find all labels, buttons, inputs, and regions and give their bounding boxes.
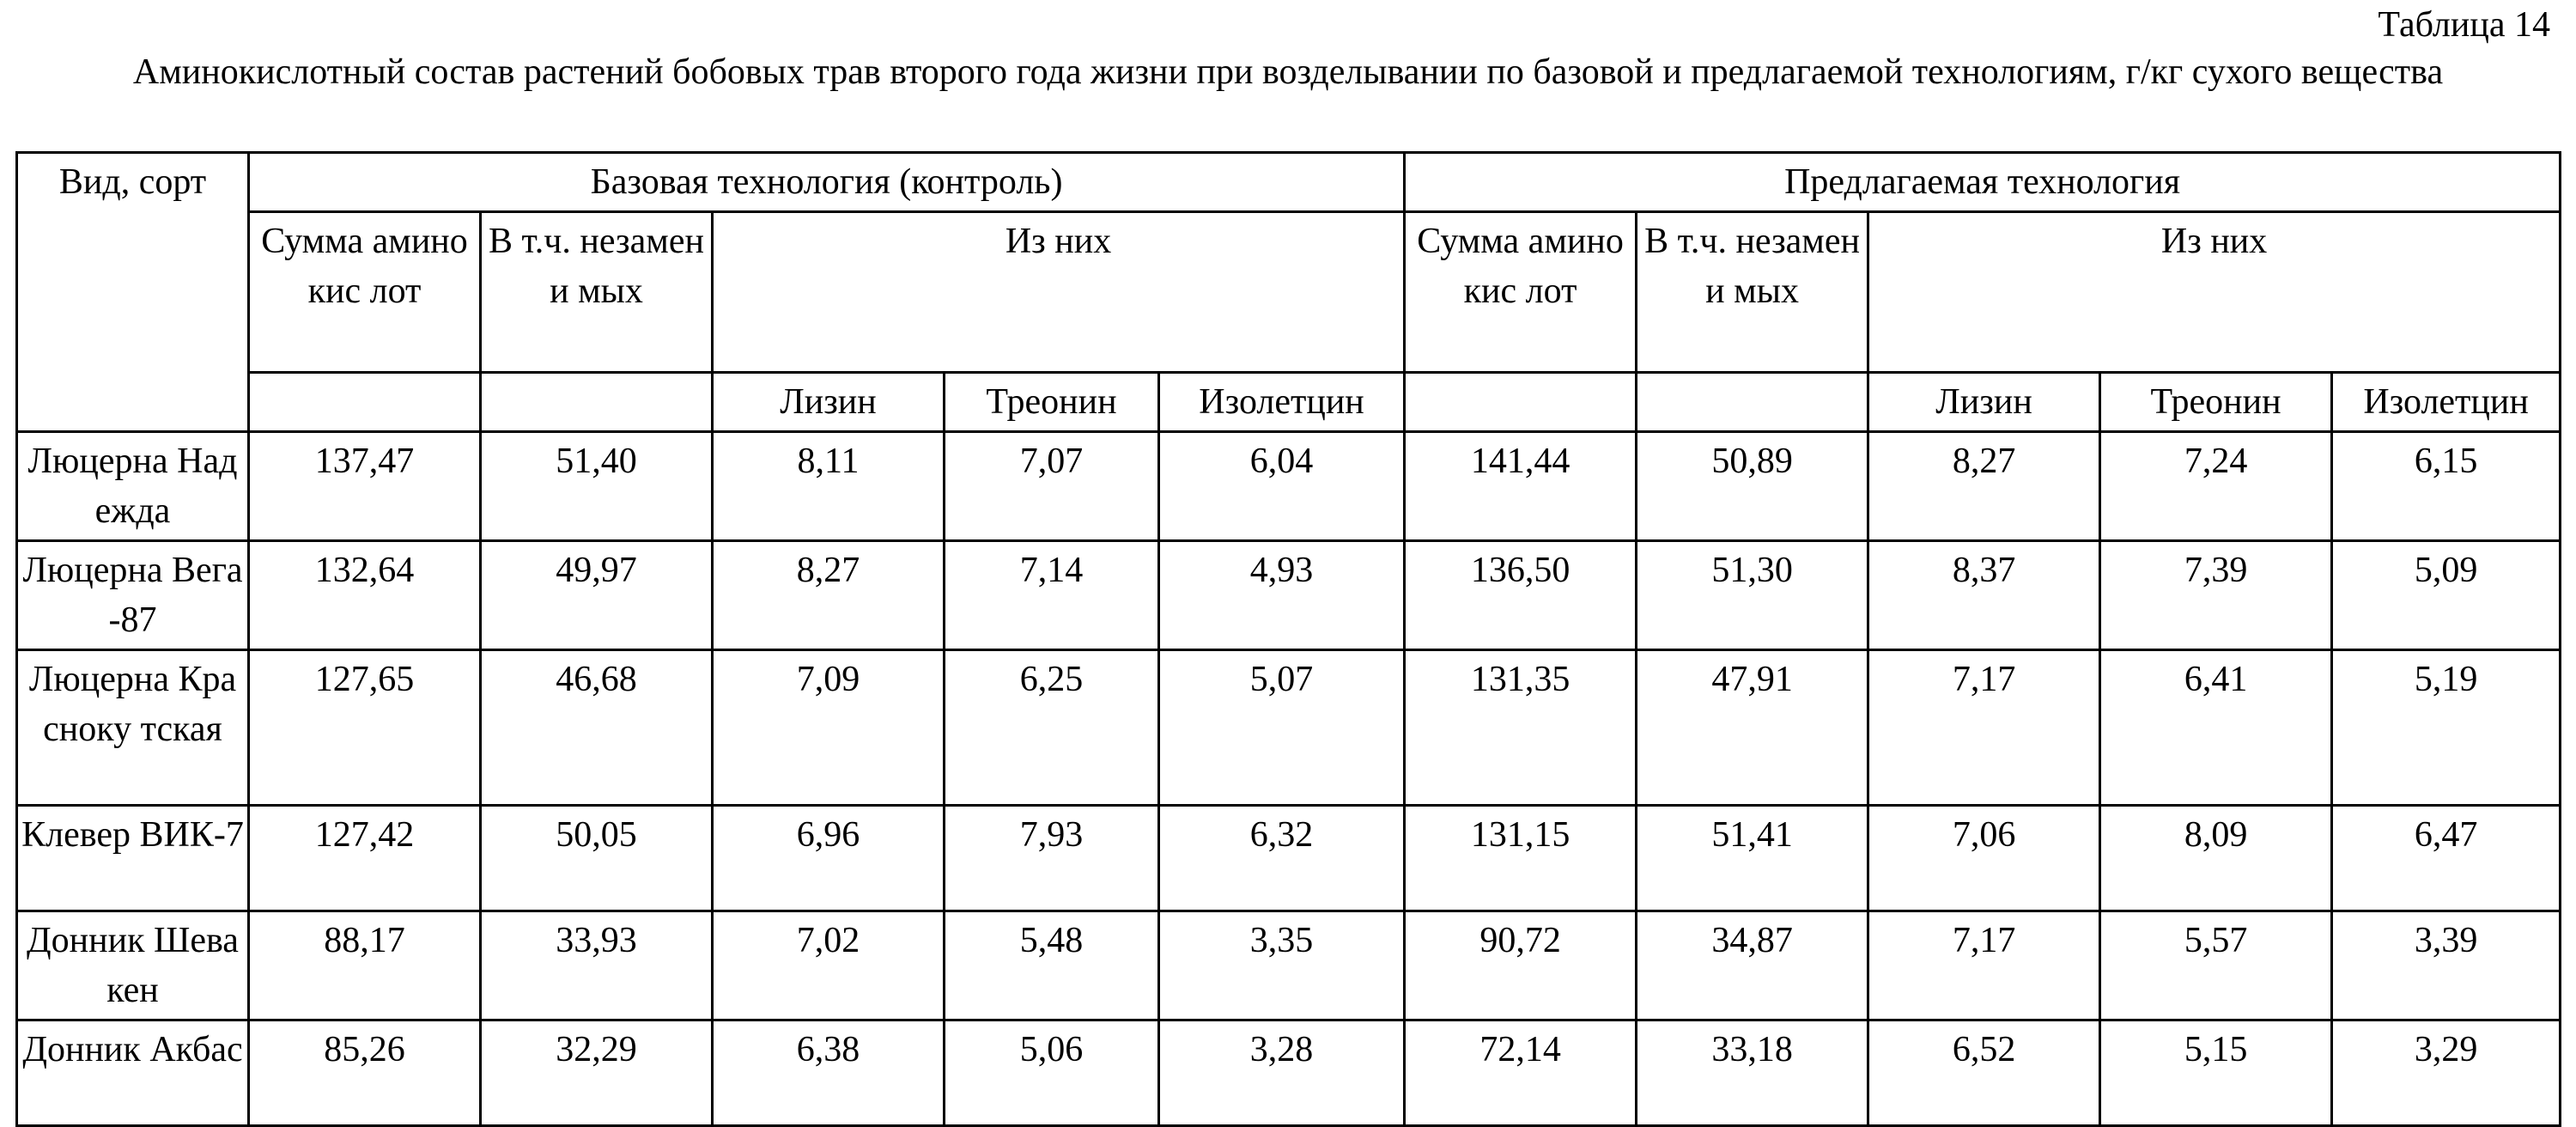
cell-proposed-lysine: 7,17 — [1868, 650, 2100, 806]
cell-proposed-threonine: 6,41 — [2100, 650, 2332, 806]
cell-base-essential: 46,68 — [481, 650, 713, 806]
header-proposed-of-them: Из них — [1868, 212, 2561, 373]
header-proposed-sum: Сумма аминокис лот — [1405, 212, 1637, 373]
cell-proposed-essential: 51,41 — [1637, 806, 1868, 911]
header-base-technology: Базовая технология (контроль) — [249, 153, 1405, 212]
cell-proposed-isoleucine: 5,09 — [2332, 541, 2561, 650]
cell-proposed-sum: 141,44 — [1405, 432, 1637, 541]
cell-base-essential: 50,05 — [481, 806, 713, 911]
cell-base-sum: 85,26 — [249, 1020, 481, 1126]
header-proposed-technology: Предлагаемая технология — [1405, 153, 2561, 212]
cell-base-threonine: 7,93 — [945, 806, 1159, 911]
header-row-technology — [17, 153, 2561, 212]
row-species: Люцерна Красноку тская — [17, 650, 249, 806]
cell-proposed-essential: 34,87 — [1637, 911, 1868, 1020]
header-proposed-isoleucine: Изолетцин — [2332, 373, 2561, 432]
header-base-essential: В т.ч. незамени мых — [481, 212, 713, 373]
cell-base-lysine: 8,27 — [713, 541, 945, 650]
cell-base-threonine: 7,07 — [945, 432, 1159, 541]
cell-base-essential: 33,93 — [481, 911, 713, 1020]
cell-proposed-essential: 47,91 — [1637, 650, 1868, 806]
cell-proposed-lysine: 8,37 — [1868, 541, 2100, 650]
table-row — [17, 541, 2561, 650]
table-row — [17, 1020, 2561, 1126]
cell-proposed-lysine: 7,17 — [1868, 911, 2100, 1020]
cell-base-sum: 127,65 — [249, 650, 481, 806]
cell-proposed-isoleucine: 6,15 — [2332, 432, 2561, 541]
header-proposed-sum-blank — [1405, 373, 1637, 432]
cell-base-threonine: 5,06 — [945, 1020, 1159, 1126]
cell-proposed-lysine: 6,52 — [1868, 1020, 2100, 1126]
cell-base-essential: 32,29 — [481, 1020, 713, 1126]
header-base-isoleucine: Изолетцин — [1159, 373, 1405, 432]
cell-proposed-isoleucine: 6,47 — [2332, 806, 2561, 911]
table-caption: Аминокислотный состав растений бобовых трав второго года жизни при возделывании по базовой и предлагаемой технологиям, г/кг сухого вещества — [132, 52, 2444, 92]
cell-base-sum: 137,47 — [249, 432, 481, 541]
header-proposed-essential-blank — [1637, 373, 1868, 432]
cell-base-sum: 127,42 — [249, 806, 481, 911]
cell-proposed-threonine: 5,15 — [2100, 1020, 2332, 1126]
cell-proposed-sum: 136,50 — [1405, 541, 1637, 650]
row-species: Люцерна Надежда — [17, 432, 249, 541]
header-proposed-essential: В т.ч. незамени мых — [1637, 212, 1868, 373]
header-proposed-threonine: Треонин — [2100, 373, 2332, 432]
cell-base-lysine: 8,11 — [713, 432, 945, 541]
cell-proposed-sum: 72,14 — [1405, 1020, 1637, 1126]
cell-proposed-essential: 51,30 — [1637, 541, 1868, 650]
cell-base-sum: 132,64 — [249, 541, 481, 650]
table-row — [17, 806, 2561, 911]
cell-base-lysine: 7,02 — [713, 911, 945, 1020]
cell-base-lysine: 7,09 — [713, 650, 945, 806]
cell-proposed-threonine: 5,57 — [2100, 911, 2332, 1020]
table-row — [17, 650, 2561, 806]
cell-base-isoleucine: 6,04 — [1159, 432, 1405, 541]
row-species: Донник Шевакен — [17, 911, 249, 1020]
header-row-groups — [17, 212, 2561, 373]
cell-proposed-sum: 131,15 — [1405, 806, 1637, 911]
cell-proposed-isoleucine: 3,39 — [2332, 911, 2561, 1020]
row-species: Люцерна Вега-87 — [17, 541, 249, 650]
cell-proposed-isoleucine: 3,29 — [2332, 1020, 2561, 1126]
cell-proposed-threonine: 7,39 — [2100, 541, 2332, 650]
amino-acid-table — [15, 151, 2561, 1127]
header-base-lysine: Лизин — [713, 373, 945, 432]
cell-base-threonine: 7,14 — [945, 541, 1159, 650]
cell-base-threonine: 5,48 — [945, 911, 1159, 1020]
cell-base-isoleucine: 3,35 — [1159, 911, 1405, 1020]
cell-proposed-threonine: 8,09 — [2100, 806, 2332, 911]
row-species: Донник Акбас — [17, 1020, 249, 1126]
cell-proposed-sum: 90,72 — [1405, 911, 1637, 1020]
cell-base-sum: 88,17 — [249, 911, 481, 1020]
cell-base-essential: 51,40 — [481, 432, 713, 541]
table-number: Таблица 14 — [2378, 5, 2550, 45]
cell-proposed-lysine: 7,06 — [1868, 806, 2100, 911]
cell-base-isoleucine: 5,07 — [1159, 650, 1405, 806]
header-species: Вид, сорт — [17, 153, 249, 432]
header-proposed-lysine: Лизин — [1868, 373, 2100, 432]
table-row — [17, 911, 2561, 1020]
cell-proposed-isoleucine: 5,19 — [2332, 650, 2561, 806]
header-base-threonine: Треонин — [945, 373, 1159, 432]
cell-base-essential: 49,97 — [481, 541, 713, 650]
cell-proposed-essential: 50,89 — [1637, 432, 1868, 541]
cell-base-isoleucine: 6,32 — [1159, 806, 1405, 911]
cell-base-isoleucine: 4,93 — [1159, 541, 1405, 650]
header-base-of-them: Из них — [713, 212, 1405, 373]
cell-proposed-lysine: 8,27 — [1868, 432, 2100, 541]
cell-proposed-essential: 33,18 — [1637, 1020, 1868, 1126]
header-base-sum: Сумма аминокис лот — [249, 212, 481, 373]
row-species: Клевер ВИК-7 — [17, 806, 249, 911]
cell-proposed-threonine: 7,24 — [2100, 432, 2332, 541]
cell-proposed-sum: 131,35 — [1405, 650, 1637, 806]
cell-base-lysine: 6,38 — [713, 1020, 945, 1126]
cell-base-threonine: 6,25 — [945, 650, 1159, 806]
header-base-essential-blank — [481, 373, 713, 432]
cell-base-lysine: 6,96 — [713, 806, 945, 911]
header-row-amino-acids — [17, 373, 2561, 432]
header-base-sum-blank — [249, 373, 481, 432]
cell-base-isoleucine: 3,28 — [1159, 1020, 1405, 1126]
table-row — [17, 432, 2561, 541]
